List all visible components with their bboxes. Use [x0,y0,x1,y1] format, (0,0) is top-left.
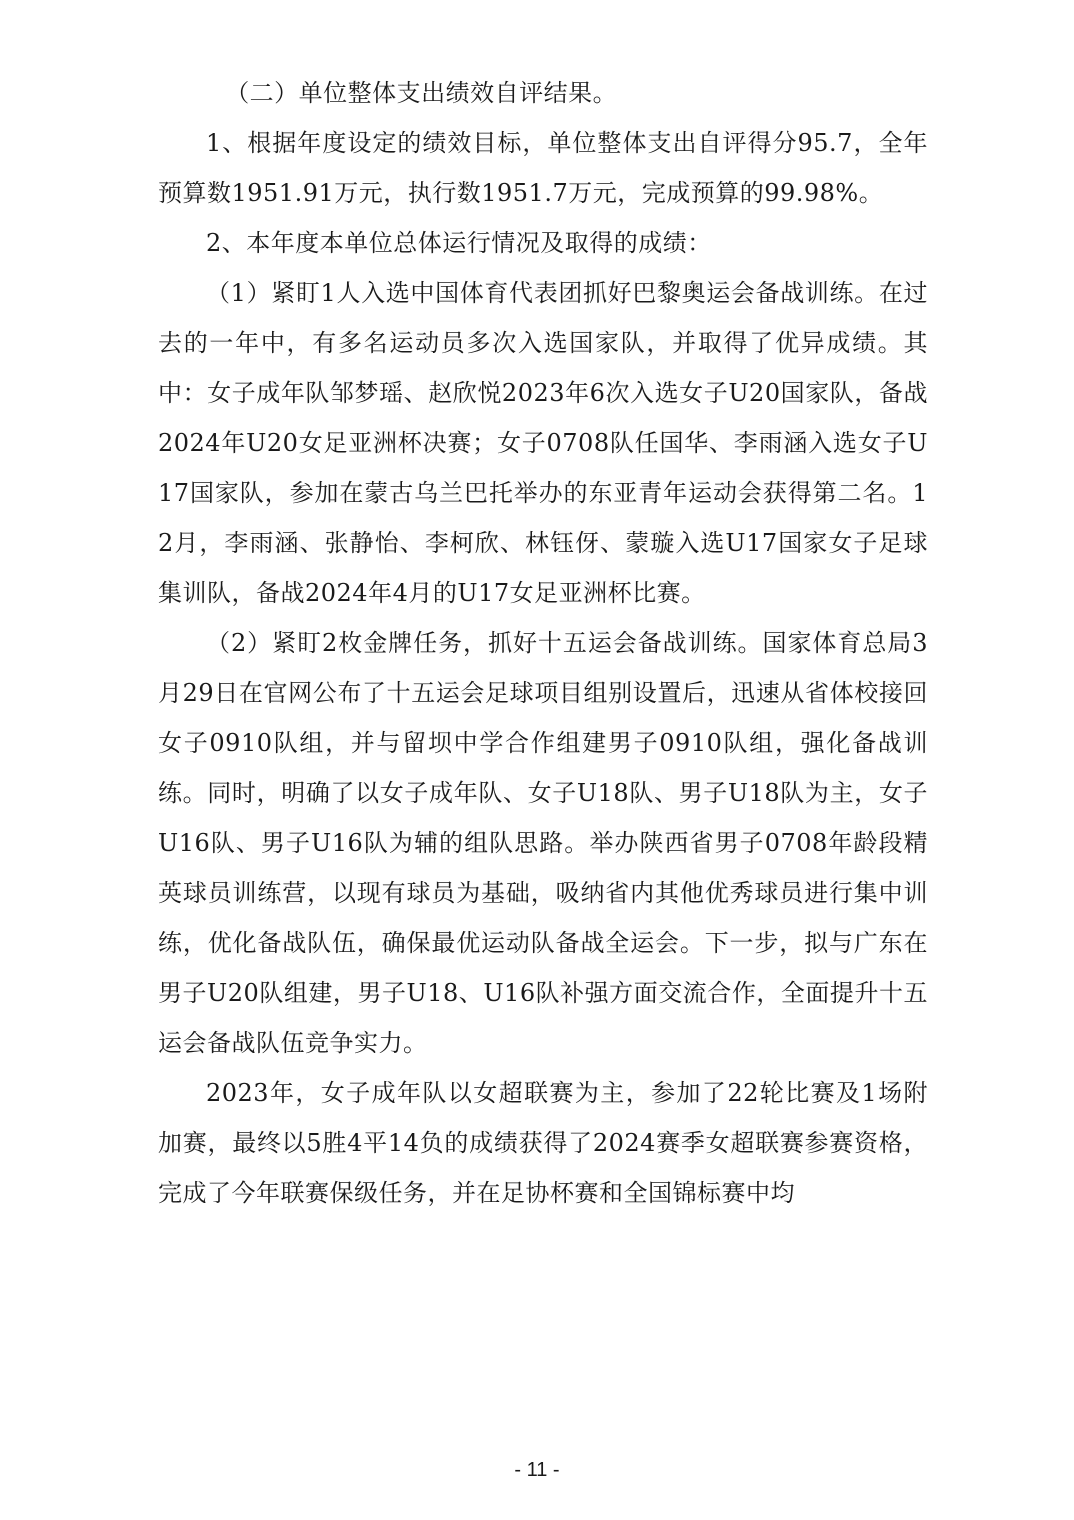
paragraph-operation-summary: 2、本年度本单位总体运行情况及取得的成绩： [206,229,712,257]
page-number: - 11 - [514,1459,560,1481]
document-body [158,68,928,1218]
section-heading: （二）单位整体支出绩效自评结果。 [225,79,618,107]
paragraph-olympic-preparation: （1）紧盯1人入选中国体育代表团抓好巴黎奥运会备战训练。在过去的一年中，有多名运动员多次入选国家队，并取得了优异成绩。其中：女子成年队邹梦瑶、赵欣悦2023年6次入选女子U20国家队，备战2024年U20女足亚洲杯决赛；女子0708队任国华、李雨涵入选女子U17国家队，参加在蒙古乌兰巴托举办的东亚青年运动会获得第二名。12月，李雨涵、张静怡、李柯欣、林钰伢、蒙璇入选U17国家女子足球集训队，备战2024年4月的U17女足亚洲杯比赛。 [158,279,928,607]
paragraph-league-results: 2023年，女子成年队以女超联赛为主，参加了22轮比赛及1场附加赛，最终以5胜4平14负的成绩获得了2024赛季女超联赛参赛资格，完成了今年联赛保级任务，并在足协杯赛和全国锦标赛中均 [158,1079,928,1207]
paragraph-national-games-preparation: （2）紧盯2枚金牌任务，抓好十五运会备战训练。国家体育总局3月29日在官网公布了十五运会足球项目组别设置后，迅速从省体校接回女子0910队组，并与留坝中学合作组建男子0910队组，强化备战训练。同时，明确了以女子成年队、女子U18队、男子U18队为主，女子U16队、男子U16队为辅的组队思路。举办陕西省男子0708年龄段精英球员训练营，以现有球员为基础，吸纳省内其他优秀球员进行集中训练，优化备战队伍，确保最优运动队备战全运会。下一步，拟与广东在男子U20队组建，男子U18、U16队补强方面交流合作，全面提升十五运会备战队伍竞争实力。 [158,629,928,1057]
paragraph-performance-score: 1、根据年度设定的绩效目标，单位整体支出自评得分95.7，全年预算数1951.91万元，执行数1951.7万元，完成预算的99.98%。 [158,129,928,207]
